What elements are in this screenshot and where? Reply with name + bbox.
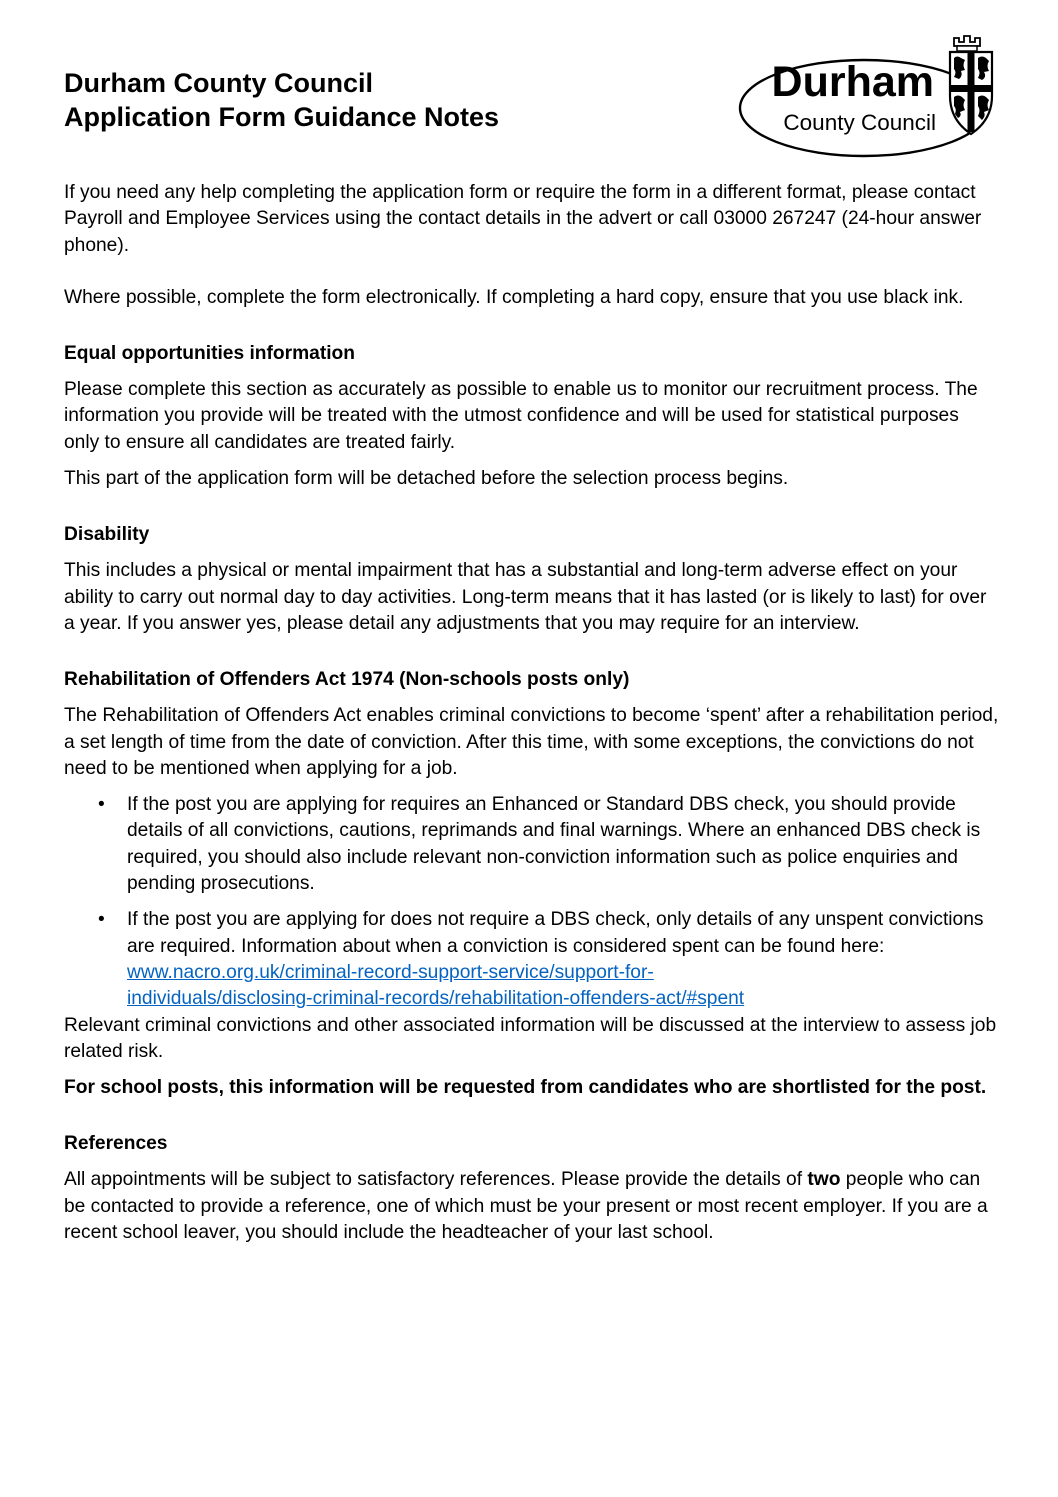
list-item — [64, 792, 999, 897]
durham-county-council-logo — [736, 34, 998, 160]
bullet-icon: • — [98, 794, 105, 816]
list-item — [64, 907, 999, 1012]
coat-of-arms-icon — [950, 36, 992, 134]
logo-word-county-council: County Council — [783, 110, 936, 135]
equal-opportunities-section — [64, 341, 999, 492]
logo-word-durham: Durham — [771, 58, 934, 106]
document-body — [64, 180, 999, 1246]
equal-opportunities-heading: Equal opportunities information — [64, 343, 355, 365]
disability-section — [64, 522, 999, 637]
references-paragraph — [64, 1167, 999, 1246]
nacro-link-line-1: www.nacro.org.uk/criminal-record-support-service/support-for- — [127, 961, 654, 983]
rehabilitation-heading: Rehabilitation of Offenders Act 1974 (Non-schools posts only) — [64, 669, 630, 691]
rehabilitation-paragraph-2: Relevant criminal convictions and other associated information will be discussed at the interview to assess job related risk. — [64, 1014, 997, 1062]
bullet-text-no-dbs-check: If the post you are applying for does not require a DBS check, only details of any unspent convictions are required. Information about when a conviction is considered spent can be found here: — [127, 909, 984, 957]
references-text-end: people who can be contacted to provide a reference, one of which must be your present or most recent employer. If you are a recent school leaver, you should include the headteacher of your last school. — [64, 1169, 988, 1244]
rehabilitation-section — [64, 667, 999, 1101]
equal-opportunities-paragraph-1: Please complete this section as accurately as possible to enable us to monitor our recruitment process. The information you provide will be treated with the utmost confidence and will be used for statistical purposes only to ensure all candidates are treated fairly. — [64, 379, 978, 453]
references-emphasis-two: two — [807, 1169, 841, 1191]
school-posts-note-text: For school posts, this information will be requested from candidates who are shortlisted for the post. — [64, 1077, 987, 1099]
intro-paragraph-help: If you need any help completing the application form or require the form in a different format, please contact Payroll and Employee Services using the contact details in the advert or call 03000 267247 (24-hour answer phone). — [64, 182, 982, 256]
title-line-1: Durham County Council — [64, 68, 373, 98]
intro-paragraph-ink: Where possible, complete the form electronically. If completing a hard copy, ensure that you use black ink. — [64, 286, 964, 308]
rehabilitation-school-posts-note — [64, 1075, 999, 1101]
disability-heading: Disability — [64, 524, 150, 546]
nacro-link-line-2: individuals/disclosing-criminal-records/rehabilitation-offenders-act/#spent — [127, 988, 745, 1010]
page-title — [64, 66, 499, 134]
references-section — [64, 1131, 999, 1246]
bullet-text-dbs-check: If the post you are applying for requires an Enhanced or Standard DBS check, you should provide details of all convictions, cautions, reprimands and final warnings. Where an enhanced DBS check is required, you should also include relevant non-conviction information such as police enquiries and pending prosecutions. — [127, 794, 981, 895]
equal-opportunities-paragraph-2: This part of the application form will be detached before the selection process begins. — [64, 468, 789, 490]
rehabilitation-bullet-list — [64, 792, 999, 1012]
title-line-2: Application Form Guidance Notes — [64, 102, 500, 132]
rehabilitation-paragraph-1: The Rehabilitation of Offenders Act enables criminal convictions to become ‘spent’ after a rehabilitation period, a set length of time from the date of conviction. After this time, with some exceptions, the convictions do not need to be mentioned when applying for a job. — [64, 705, 999, 779]
disability-paragraph: This includes a physical or mental impairment that has a substantial and long-term adverse effect on your ability to carry out normal day to day activities. Long-term means that it has lasted (or is likely to last) for over a year. If you answer yes, please detail any adjustments that you may require for an interview. — [64, 560, 987, 634]
references-heading: References — [64, 1133, 168, 1155]
bullet-icon: • — [98, 909, 105, 931]
nacro-link[interactable] — [127, 962, 744, 1009]
references-text-start: All appointments will be subject to satisfactory references. Please provide the details of — [64, 1169, 803, 1191]
